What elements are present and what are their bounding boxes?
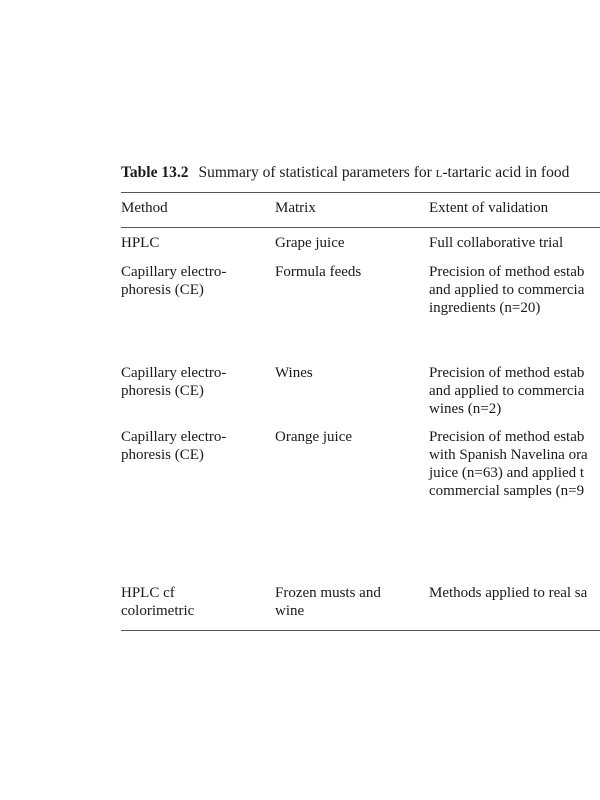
row-3-method-line-2: phoresis (CE) [121,383,204,399]
row-5-matrix-line-1: Frozen musts and [275,585,381,601]
row-4-matrix-line-1: Orange juice [275,429,353,445]
row-4-method-line-1: Capillary electro- [121,429,227,445]
header-method: Method [121,200,168,216]
row-5-method-line-1: HPLC cf [121,585,175,601]
row-2-validation-line-2: and applied to commercia [429,282,585,298]
table-number: Table 13.2 [121,164,189,181]
row-4-method-line-2: phoresis (CE) [121,447,204,463]
row-2-validation-line-3: ingredients (n=20) [429,300,541,316]
row-5-method-line-2: colorimetric [121,603,195,619]
row-2-method-line-1: Capillary electro- [121,264,227,280]
row-2-matrix-line-1: Formula feeds [275,264,362,280]
row-4-validation-line-1: Precision of method estab [429,429,585,445]
row-1-method-line-1: HPLC [121,235,160,251]
row-4-validation-line-4: commercial samples (n=9 [429,483,585,499]
row-4-validation-line-3: juice (n=63) and applied t [429,465,585,481]
row-5-validation-line-1: Methods applied to real sa [429,585,588,601]
row-3-validation-line-1: Precision of method estab [429,365,585,381]
row-2-method-line-2: phoresis (CE) [121,282,204,298]
row-3-validation-line-2: and applied to commercia [429,383,585,399]
row-1-matrix-line-1: Grape juice [275,235,345,251]
table-top-rule [121,192,600,193]
caption-smallcaps: l [435,164,443,181]
table-header-rule [121,227,600,228]
caption-text-end: -tartaric acid in food [442,164,570,181]
row-3-matrix-line-1: Wines [275,365,313,381]
table-bottom-rule [121,630,600,631]
header-validation: Extent of validation [429,200,549,216]
row-1-validation-line-1: Full collaborative trial [429,235,564,251]
caption-text-start: Summary of statistical parameters for [198,164,436,181]
table-caption [121,163,569,183]
row-3-method-line-1: Capillary electro- [121,365,227,381]
header-matrix: Matrix [275,200,316,216]
row-5-matrix-line-2: wine [275,603,305,619]
row-3-validation-line-3: wines (n=2) [429,401,502,417]
row-2-validation-line-1: Precision of method estab [429,264,585,280]
row-4-validation-line-2: with Spanish Navelina ora [429,447,588,463]
